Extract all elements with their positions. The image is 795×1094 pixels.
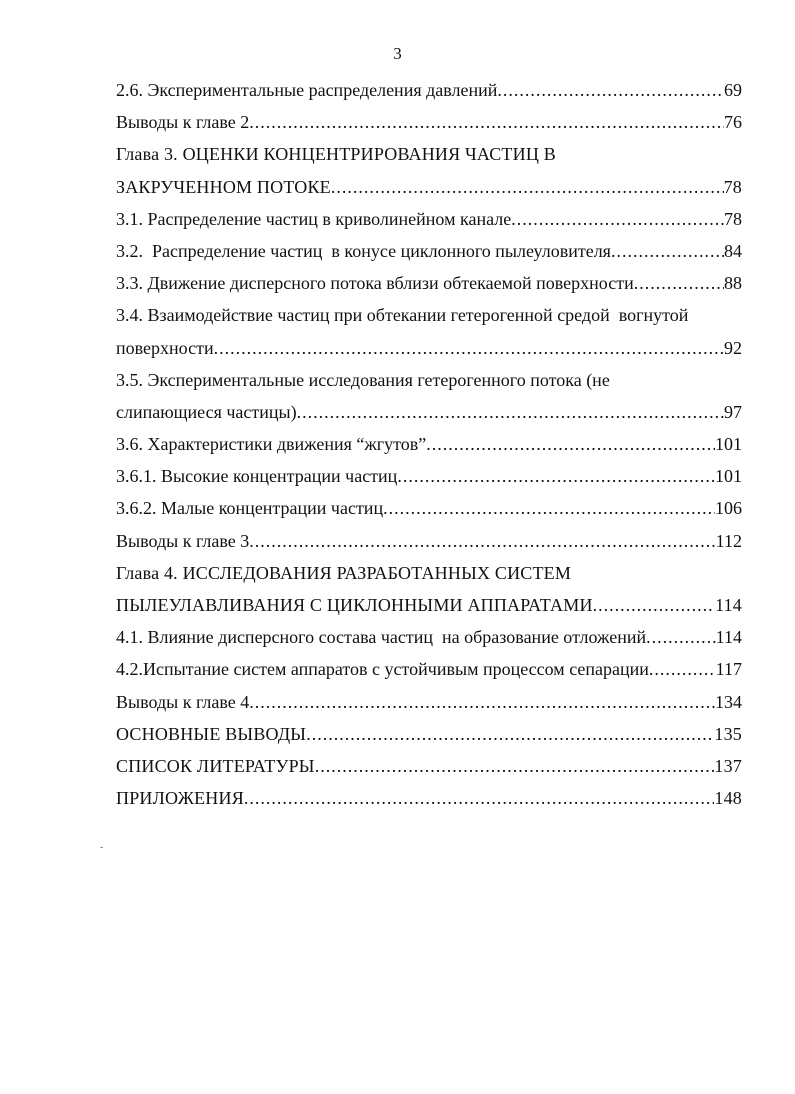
toc-entry-page: 78 — [723, 176, 742, 197]
toc-entry-title: 4.2.Испытание систем аппаратов с устойчивым процессом сепарации — [116, 659, 649, 680]
toc-entry-title: 3.6.1. Высокие концентрации частиц — [116, 466, 398, 487]
dot-leader — [315, 750, 715, 782]
toc-entry-page: 76 — [724, 112, 742, 133]
toc-entry-title: 3.1. Распределение частиц в криволинейном канале — [116, 208, 512, 229]
toc-entry-3-5: 3.5. Экспериментальные исследования гетерогенного потока (не — [116, 369, 610, 390]
dot-leader — [249, 686, 715, 718]
dot-leader — [426, 428, 715, 460]
toc-entry-appendices — [116, 782, 742, 814]
toc-entry-page: 114 — [715, 627, 742, 648]
toc-entry-page: 137 — [714, 755, 742, 776]
toc-entry-title: ЗАКРУЧЕННОМ ПОТОКЕ — [116, 176, 331, 197]
dot-leader — [297, 396, 724, 428]
dot-leader — [646, 621, 716, 653]
dot-leader — [331, 171, 724, 203]
toc-entry-page: 78 — [724, 208, 742, 229]
toc-entry-4-2 — [116, 653, 742, 685]
toc-entry-page: 84 — [724, 240, 742, 261]
toc-entry-3-6 — [116, 428, 742, 460]
toc-entry-title: 3.6. Характеристики движения “жгутов” — [116, 434, 427, 455]
toc-entry-page: 88 — [724, 273, 742, 294]
toc-entry-page: 101 — [715, 466, 742, 487]
toc-entry-title: Выводы к главе 2 — [116, 112, 250, 133]
dot-leader — [249, 106, 724, 138]
toc-entry-title: 3.3. Движение дисперсного потока вблизи обтекаемой поверхности — [116, 273, 634, 294]
toc-entry-title: 2.6. Экспериментальные распределения давлений — [116, 80, 498, 100]
toc-entry-page: 106 — [715, 498, 742, 519]
toc-entry-page: 112 — [715, 530, 742, 551]
page-number: 3 — [393, 44, 402, 63]
toc-entry-title: ПЫЛЕУЛАВЛИВАНИЯ С ЦИКЛОННЫМИ АППАРАТАМИ — [116, 595, 593, 615]
toc-entry-3-4: 3.4. Взаимодействие частиц при обтекании гетерогенной средой вогнутой — [116, 305, 689, 326]
toc-entry-page: 114 — [715, 595, 742, 615]
dot-leader — [249, 525, 715, 557]
toc-entry-page: 134 — [715, 691, 742, 712]
toc-entry-conclusions-2 — [116, 106, 742, 138]
toc-entry-title: поверхности — [116, 337, 214, 358]
toc-entry-title: 3.2. Распределение частиц в конусе циклонного пылеуловителя — [116, 240, 611, 261]
toc-entry-page: 92 — [724, 337, 742, 358]
toc-entry-3-3 — [116, 267, 742, 299]
toc-entry-title: СПИСОК ЛИТЕРАТУРЫ — [116, 755, 315, 776]
toc-entry-4-1 — [116, 621, 742, 653]
toc-entry-3-6-1 — [116, 460, 742, 492]
toc-entry-title: ОСНОВНЫЕ ВЫВОДЫ — [116, 723, 307, 744]
toc-entry-3-4-cont — [116, 332, 742, 364]
toc-chapter-3-heading-cont — [116, 171, 742, 203]
dot-leader — [634, 267, 724, 299]
toc-entry-3-5-cont — [116, 396, 742, 428]
toc-entry-references — [116, 750, 742, 782]
toc-entry-page: 148 — [714, 788, 742, 809]
dot-leader — [497, 74, 724, 106]
dot-leader — [244, 782, 714, 814]
toc-chapter-4-heading: Глава 4. ИССЛЕДОВАНИЯ РАЗРАБОТАННЫХ СИСТЕМ — [116, 562, 572, 583]
toc-entry-page: 117 — [715, 659, 742, 680]
toc-entry-conclusions-3 — [116, 525, 742, 557]
toc-entry-title: Выводы к главе 3 — [116, 530, 250, 551]
table-of-contents — [116, 74, 742, 814]
toc-entry-page: 135 — [714, 723, 742, 744]
dot-leader — [611, 235, 724, 267]
toc-entry-3-6-2 — [116, 492, 742, 524]
toc-entry-title: 3.6.2. Малые концентрации частиц — [116, 498, 384, 519]
dot-leader — [306, 718, 714, 750]
toc-entry-conclusions-4 — [116, 686, 742, 718]
toc-chapter-4-heading-cont — [116, 589, 742, 621]
toc-chapter-3-heading: Глава 3. ОЦЕНКИ КОНЦЕНТРИРОВАНИЯ ЧАСТИЦ В — [116, 144, 556, 165]
toc-entry-main-conclusions — [116, 718, 742, 750]
toc-entry-title: Выводы к главе 4 — [116, 691, 250, 712]
toc-entry-title: ПРИЛОЖЕНИЯ — [116, 788, 244, 809]
toc-entry-page: 69 — [724, 80, 742, 100]
toc-entry-page: 97 — [724, 401, 742, 422]
dot-leader — [383, 492, 715, 524]
dot-leader — [649, 653, 716, 685]
toc-entry-title: слипающиеся частицы) — [116, 401, 297, 422]
dot-leader — [214, 332, 724, 364]
toc-entry-title: 4.1. Влияние дисперсного состава частиц на образование отложений — [116, 627, 647, 648]
scan-speck: ˘ — [100, 846, 104, 857]
toc-entry-2-6 — [116, 74, 742, 106]
toc-entry-3-1 — [116, 203, 742, 235]
toc-entry-page: 101 — [715, 434, 742, 455]
toc-entry-3-2 — [116, 235, 742, 267]
dot-leader — [511, 203, 724, 235]
dot-leader — [593, 589, 715, 621]
dot-leader — [397, 460, 715, 492]
